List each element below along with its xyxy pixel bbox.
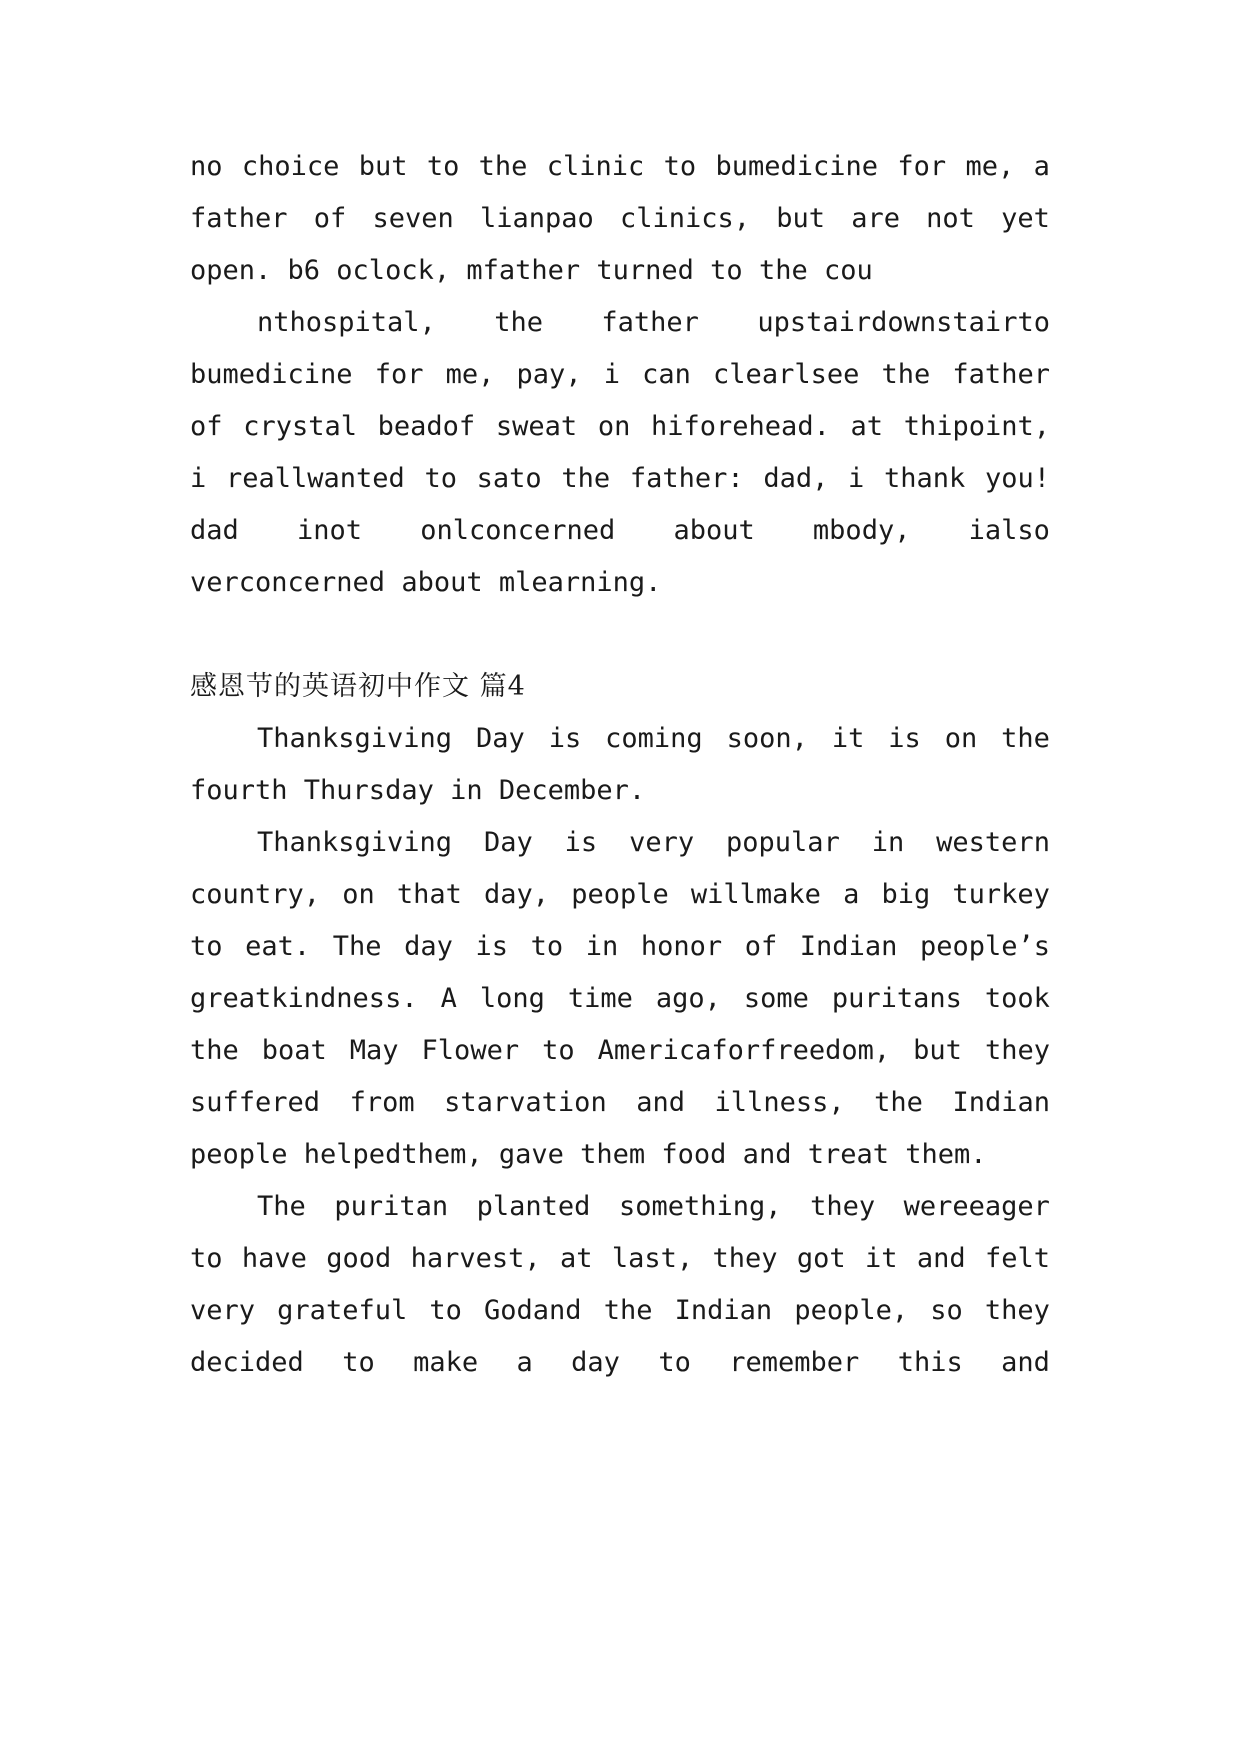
text-line: Thanksgiving Day is very popular in western <box>257 827 1050 858</box>
text-line: people helpedthem, gave them food and treat them. <box>190 1139 987 1170</box>
text-line: country, on that day, people willmake a big turkey <box>190 879 1050 910</box>
text-line: the boat May Flower to Americaforfreedom, but they <box>190 1035 1050 1066</box>
text-line: bumedicine for me, pay, i can clearlsee the father <box>190 359 1050 390</box>
text-line: decided to make a day to remember this and <box>190 1347 1050 1378</box>
section-heading: 感恩节的英语初中作文 篇4 <box>190 671 526 702</box>
text-line: The puritan planted something, they wereeager <box>257 1191 1050 1222</box>
text-line: Thanksgiving Day is coming soon, it is on the <box>257 723 1050 754</box>
text-line: no choice but to the clinic to bumedicine for me, a <box>190 151 1050 182</box>
text-line: fourth Thursday in December. <box>190 775 646 806</box>
text-line: i reallwanted to sato the father: dad, i thank you! <box>190 463 1050 494</box>
text-line: very grateful to Godand the Indian people, so they <box>190 1295 1050 1326</box>
text-line: dad inot onlconcerned about mbody, ialso <box>190 515 1050 546</box>
text-line: open. b6 oclock, mfather turned to the cou <box>190 255 873 286</box>
text-line: to have good harvest, at last, they got it and felt <box>190 1243 1050 1274</box>
text-line: father of seven lianpao clinics, but are not yet <box>190 203 1050 234</box>
text-line: of crystal beadof sweat on hiforehead. at thipoint, <box>190 411 1050 442</box>
text-line: greatkindness. A long time ago, some puritans took <box>190 983 1050 1014</box>
text-line: suffered from starvation and illness, the Indian <box>190 1087 1050 1118</box>
text-line: verconcerned about mlearning. <box>190 567 662 598</box>
text-line: nthospital, the father upstairdownstairto <box>257 307 1050 338</box>
text-line: to eat. The day is to in honor of Indian people’s <box>190 931 1050 962</box>
